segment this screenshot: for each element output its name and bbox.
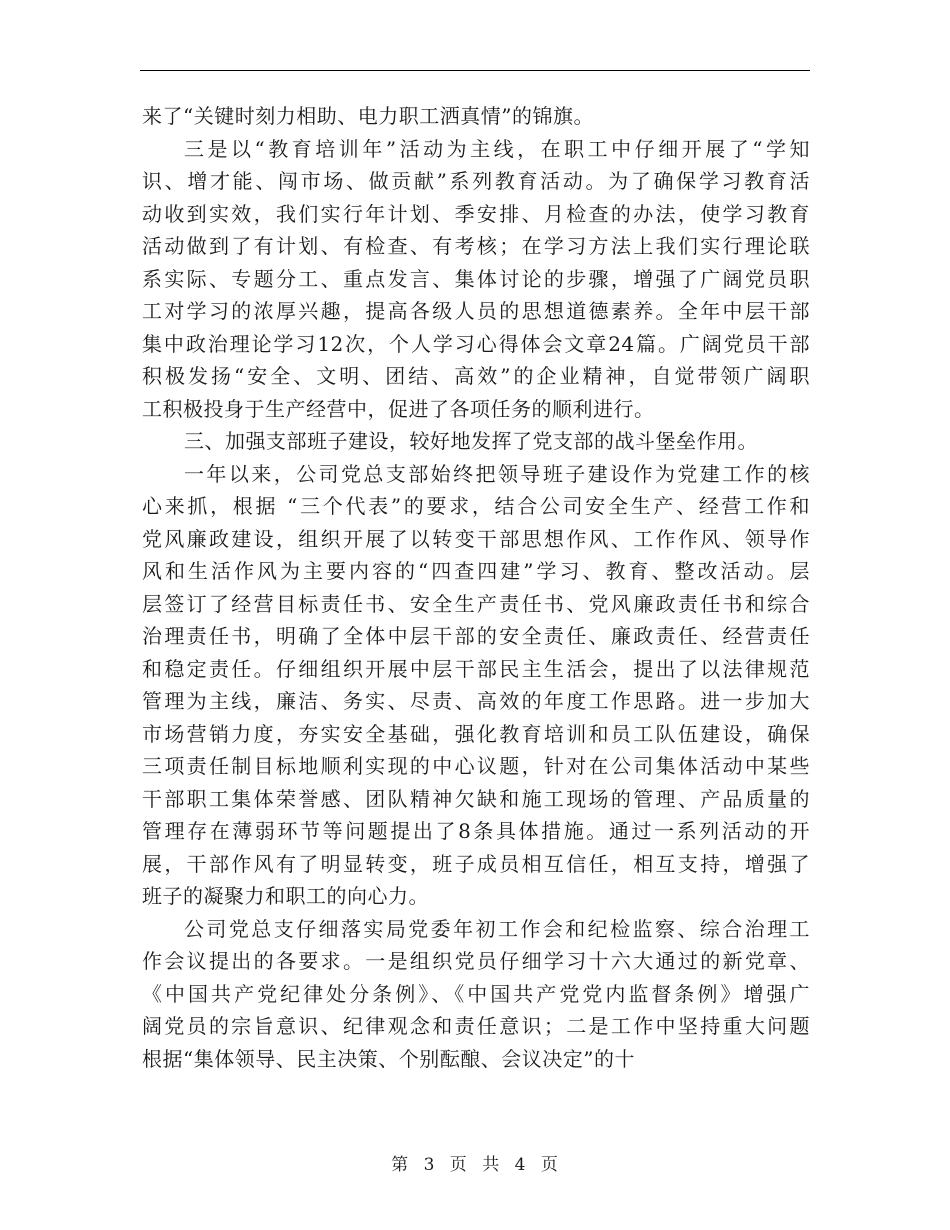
text-line: 干部职工集体荣誉感、团队精神欠缺和施工现场的管理、产品质量的 xyxy=(142,786,810,811)
text-line: 管理存在薄弱环节等问题提出了8条具体措施。通过一系列活动的开 xyxy=(142,819,810,843)
paragraph xyxy=(142,425,810,458)
text-line: 识、增才能、闯市场、做贡献”系列教育活动。为了确保学习教育活 xyxy=(142,169,810,193)
footer-total-pages: 4 xyxy=(514,1155,527,1175)
text-line: 系实际、专题分工、重点发言、集体讨论的步骤，增强了广阔党员职 xyxy=(142,266,810,291)
footer-total-word: 共 xyxy=(482,1155,501,1175)
text-line: 作会议提出的各要求。一是组织党员仔细学习十六大通过的新党章、 xyxy=(142,949,810,973)
paragraph xyxy=(142,133,810,426)
paragraph xyxy=(142,100,810,133)
text-line: 公司党总支仔细落实局党委年初工作会和纪检监察、综合治理工 xyxy=(184,916,810,941)
text-line: 工积极投身于生产经营中，促进了各项任务的顺利进行。 xyxy=(142,396,655,421)
text-line: 根据“集体领导、民主决策、个别酝酿、会议决定”的十 xyxy=(142,1046,635,1071)
text-line: 《中国共产党纪律处分条例》、《中国共产党党内监督条例》增强广 xyxy=(142,981,810,1006)
footer-current-page: 3 xyxy=(423,1155,436,1175)
text-line: 班子的凝聚力和职工的向心力。 xyxy=(142,884,429,908)
footer-prefix: 第 xyxy=(391,1155,410,1175)
header-rule xyxy=(140,70,810,71)
text-line: 积极发扬“安全、文明、团结、高效”的企业精神，自觉带领广阔职 xyxy=(142,364,810,388)
text-line: 三项责任制目标地顺利实现的中心议题，针对在公司集体活动中某些 xyxy=(142,754,810,778)
text-line: 活动做到了有计划、有检查、有考核；在学习方法上我们实行理论联 xyxy=(142,234,810,258)
footer-suffix: 页 xyxy=(540,1155,559,1175)
paragraph xyxy=(142,913,810,1076)
text-line: 三是以“教育培训年”活动为主线，在职工中仔细开展了“学知 xyxy=(184,136,810,161)
text-line: 展，干部作风有了明显转变，班子成员相互信任，相互支持，增强了 xyxy=(142,851,810,876)
text-line: 治理责任书，明确了全体中层干部的安全责任、廉政责任、经营责任 xyxy=(142,624,810,648)
text-line: 阔党员的宗旨意识、纪律观念和责任意识；二是工作中坚持重大问题 xyxy=(142,1014,810,1038)
text-line: 市场营销力度，夯实安全基础，强化教育培训和员工队伍建设，确保 xyxy=(142,721,810,746)
page-footer xyxy=(0,1150,950,1175)
paragraph xyxy=(142,458,810,913)
text-line: 管理为主线，廉洁、务实、尽责、高效的年度工作思路。进一步加大 xyxy=(142,689,810,713)
text-line: 动收到实效，我们实行年计划、季安排、月检查的办法，使学习教育 xyxy=(142,201,810,226)
text-line: 一年以来，公司党总支部始终把领导班子建设作为党建工作的核 xyxy=(184,461,810,486)
text-line: 层签订了经营目标责任书、安全生产责任书、党风廉政责任书和综合 xyxy=(142,591,810,616)
footer-page-word: 页 xyxy=(449,1155,468,1175)
text-line: 心来抓，根据 “三个代表”的要求，结合公司安全生产、经营工作和 xyxy=(142,494,810,518)
text-line: 和稳定责任。仔细组织开展中层干部民主生活会，提出了以法律规范 xyxy=(142,656,810,681)
body-text xyxy=(142,100,810,1075)
text-line: 工对学习的浓厚兴趣，提高各级人员的思想道德素养。全年中层干部 xyxy=(142,299,810,323)
text-line: 党风廉政建设，组织开展了以转变干部思想作风、工作作风、领导作 xyxy=(142,526,810,551)
text-line: 集中政治理论学习12次，个人学习心得体会文章24篇。广阔党员干部 xyxy=(142,331,810,356)
text-line: 风和生活作风为主要内容的“四查四建”学习、教育、整改活动。层 xyxy=(142,559,810,583)
text-line: 三、加强支部班子建设，较好地发挥了党支部的战斗堡垒作用。 xyxy=(184,429,758,453)
text-line: 来了“关键时刻力相助、电力职工洒真情”的锦旗。 xyxy=(142,104,594,128)
